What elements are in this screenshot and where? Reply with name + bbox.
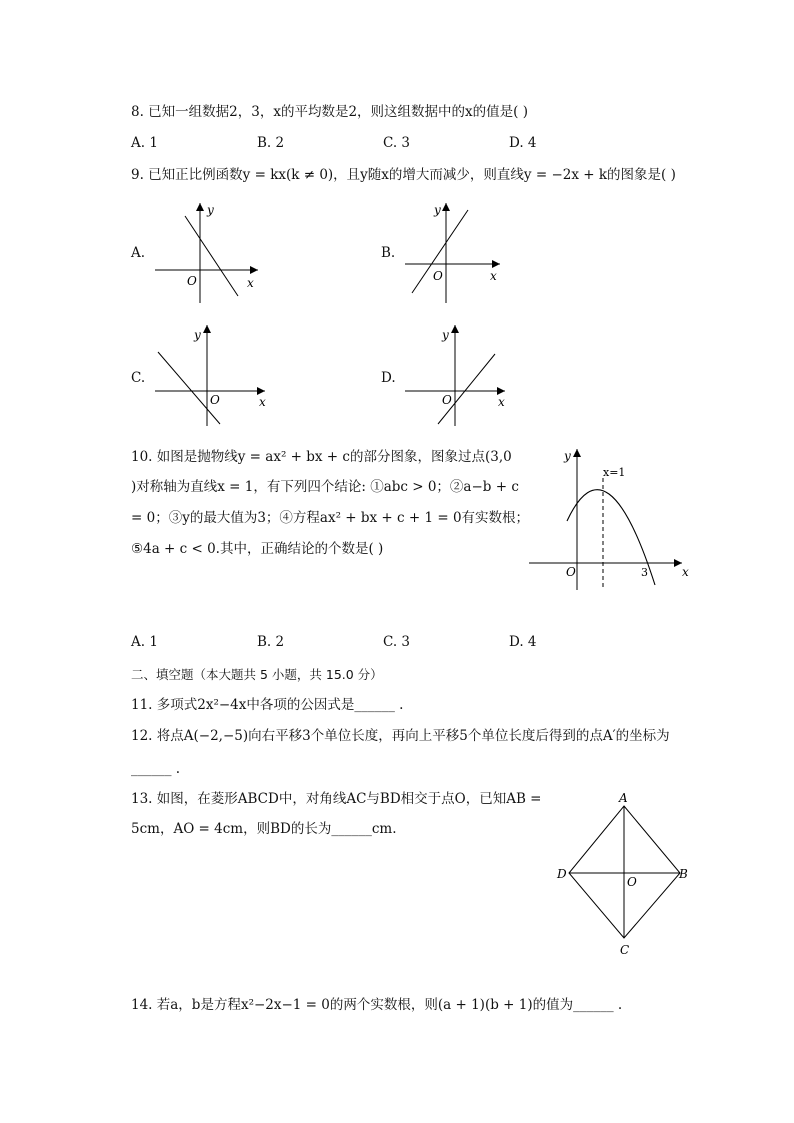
q8-option-c: C. 3 [383,135,411,151]
q9-option-a-label: A. [131,245,146,261]
q9-option-d-label: D. [381,370,396,386]
q12-line2: ______ . [131,761,181,777]
q10-axis-label: x=1 [603,466,626,479]
q9-stem: 9. 已知正比例函数y = kx(k ≠ 0)，且y随x的增大而减少，则直线y = −2x + k的图象是( ) [131,167,676,183]
q9d-x-label: x [498,395,505,409]
q10-line4: ⑤4a + c < 0.其中，正确结论的个数是( ) [131,541,384,557]
q9-graph-d [400,320,515,430]
q13-label-d: D [557,867,567,881]
q13-label-b: B [679,867,688,881]
q9-graph-c [150,320,270,430]
q10-option-d: D. 4 [509,634,537,650]
q9c-origin-label: O [210,393,220,407]
q9d-y-label: y [442,328,449,342]
q9-option-c-label: C. [131,370,146,386]
q8-stem: 8. 已知一组数据2，3，x的平均数是2，则这组数据中的x的值是( ) [131,104,528,120]
q10-x-label: x [682,565,689,579]
q9b-origin-label: O [433,269,443,283]
q13-rhombus-diagram [550,788,700,963]
q12-line1: 12. 将点A(−2,−5)向右平移3个单位长度，再向上平移5个单位长度后得到的点A′的坐标为 [131,728,670,744]
q9-option-b-label: B. [381,245,396,261]
q9b-y-label: y [434,203,441,217]
q9c-x-label: x [259,395,266,409]
q13-label-o: O [627,875,637,889]
q10-line2: )对称轴为直线x = 1，有下列四个结论: ①abc > 0；②a−b + c [131,479,519,495]
q10-origin-label: O [566,565,576,579]
q10-y-label: y [564,449,571,463]
q9-graph-b [400,198,515,308]
q14-stem: 14. 若a，b是方程x²−2x−1 = 0的两个实数根，则(a + 1)(b + 1)的值为______ . [131,997,623,1013]
q10-root-label: 3 [641,566,648,579]
q11-stem: 11. 多项式2x²−4x中各项的公因式是______ . [131,697,404,713]
q9b-x-label: x [490,269,497,283]
q13-label-c: C [620,943,630,957]
q10-option-b: B. 2 [257,634,285,650]
q10-option-c: C. 3 [383,634,411,650]
q9-graph-a [150,198,265,308]
q13-line1: 13. 如图，在菱形ABCD中，对角线AC与BD相交于点O，已知AB = [131,791,542,807]
q8-option-b: B. 2 [257,135,285,151]
q9a-origin-label: O [187,274,197,288]
q9a-y-label: y [207,203,214,217]
q13-line2: 5cm，AO = 4cm，则BD的长为______cm. [131,821,397,837]
q10-line1: 10. 如图是抛物线y = ax² + bx + c的部分图象，图象过点(3,0 [131,449,512,465]
q10-option-a: A. 1 [131,634,158,650]
q8-option-a: A. 1 [131,135,158,151]
q10-line3: = 0；③y的最大值为3；④方程ax² + bx + c + 1 = 0有实数根； [131,510,530,526]
q9a-x-label: x [247,276,254,290]
q10-parabola-graph [525,445,695,593]
q8-option-d: D. 4 [509,135,537,151]
section-heading: 二、填空题（本大题共 5 小题，共 15.0 分） [131,667,383,682]
q13-label-a: A [619,791,628,805]
q9d-origin-label: O [442,393,452,407]
q9c-y-label: y [194,328,201,342]
